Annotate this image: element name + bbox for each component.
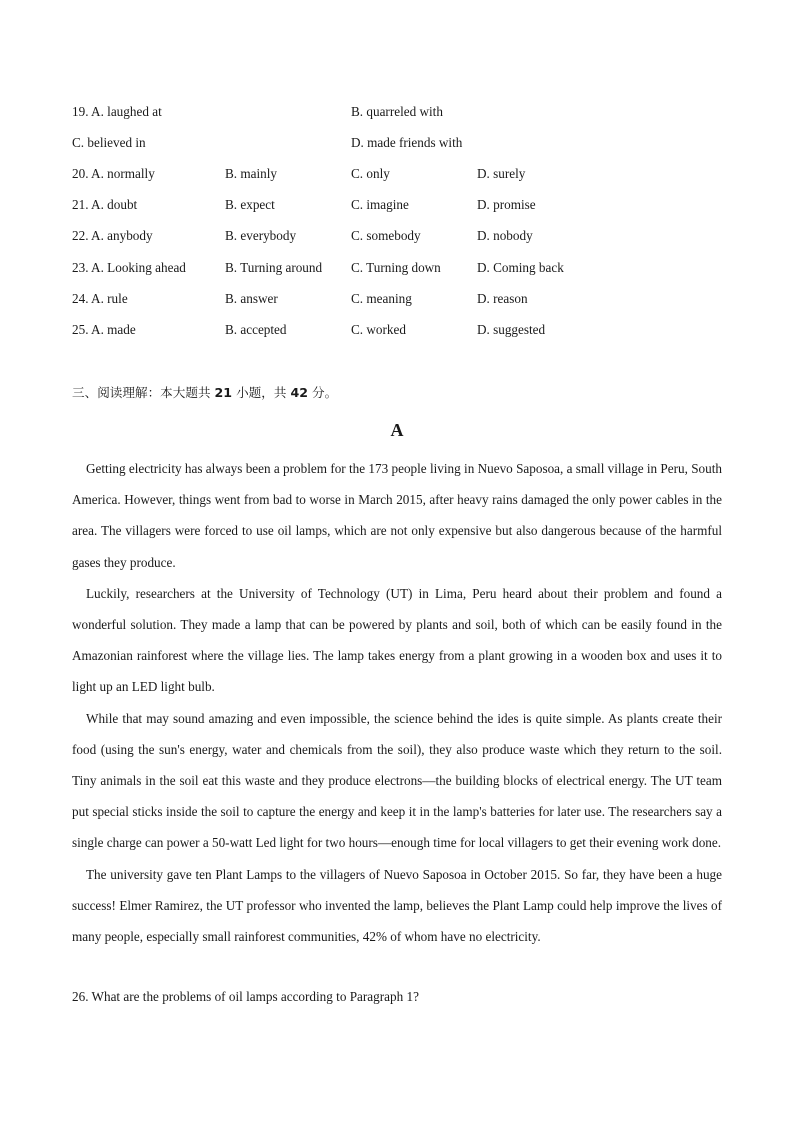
section-points: 42 [290,385,308,400]
section-suffix: 分。 [308,385,338,400]
option-19-d: D. made friends with [351,135,463,150]
option-25-d: D. suggested [477,322,546,337]
option-23-d: D. Coming back [477,260,564,275]
option-21-a: 21. A. doubt [72,197,138,212]
option-24-b: B. answer [225,291,278,306]
section-heading [72,383,337,403]
option-22-b: B. everybody [225,228,297,243]
option-21-c: C. imagine [351,197,409,212]
option-20-b: B. mainly [225,166,278,181]
option-24-d: D. reason [477,291,528,306]
option-25-a: 25. A. made [72,322,136,337]
option-20-a: 20. A. normally [72,166,155,181]
passage-title: A [390,420,404,440]
option-21-b: B. expect [225,197,275,212]
option-23-a: 23. A. Looking ahead [72,260,186,275]
option-19-c: C. believed in [72,135,146,150]
option-22-a: 22. A. anybody [72,228,153,243]
option-22-d: D. nobody [477,228,533,243]
question-26: 26. What are the problems of oil lamps according to Paragraph 1? [72,989,419,1004]
option-20-c: C. only [351,166,390,181]
option-23-c: C. Turning down [351,260,441,275]
option-21-d: D. promise [477,197,536,212]
section-prefix: 三、阅读理解：本大题共 [72,385,215,400]
option-22-c: C. somebody [351,228,421,243]
option-19-b: B. quarreled with [351,104,443,119]
option-19-a: 19. A. laughed at [72,104,162,119]
option-25-b: B. accepted [225,322,287,337]
passage-body [72,453,722,952]
option-24-a: 24. A. rule [72,291,128,306]
option-25-c: C. worked [351,322,406,337]
passage-paragraph-2: Luckily, researchers at the University of Technology (UT) in Lima, Peru heard about their problem and found a wonderful solution. They made a lamp that can be powered by plants and soil, both of which can be easily found in the Amazonian rainforest where the village lies. The lamp takes energy from a plant growing in a wooden box and uses it to light up an LED light bulb. [72,585,722,695]
passage-paragraph-4: The university gave ten Plant Lamps to the villagers of Nuevo Saposoa in October 2015. So far, they have been a huge success! Elmer Ramirez, the UT professor who invented the lamp, believes the Plant Lamp could help improve the lives of many people, especially small rainforest communities, 42% of whom have no electricity. [72,866,722,945]
section-middle: 小题，共 [232,385,291,400]
option-24-c: C. meaning [351,291,412,306]
option-20-d: D. surely [477,166,526,181]
section-count: 21 [214,385,233,400]
passage-paragraph-1: Getting electricity has always been a problem for the 173 people living in Nuevo Saposoa, a small village in Peru, South America. However, things went from bad to worse in March 2015, after heavy rains damaged the only power cables in the area. The villagers were forced to use oil lamps, which are not only expensive but also dangerous because of the harmful gases they produce. [72,461,722,570]
passage-paragraph-3: While that may sound amazing and even impossible, the science behind the ides is quite simple. As plants create their food (using the sun's energy, water and chemicals from the soil), they also produce waste which they return to the soil. Tiny animals in the soil eat this waste and they produce electrons—the building blocks of electrical energy. The UT team put special sticks inside the soil to capture the energy and keep it in the lamp's batteries for later use. The researchers say a single charge can power a 50-watt Led light for two hours—enough time for local villagers to get their evening work done. [72,710,722,851]
option-23-b: B. Turning around [225,260,323,275]
